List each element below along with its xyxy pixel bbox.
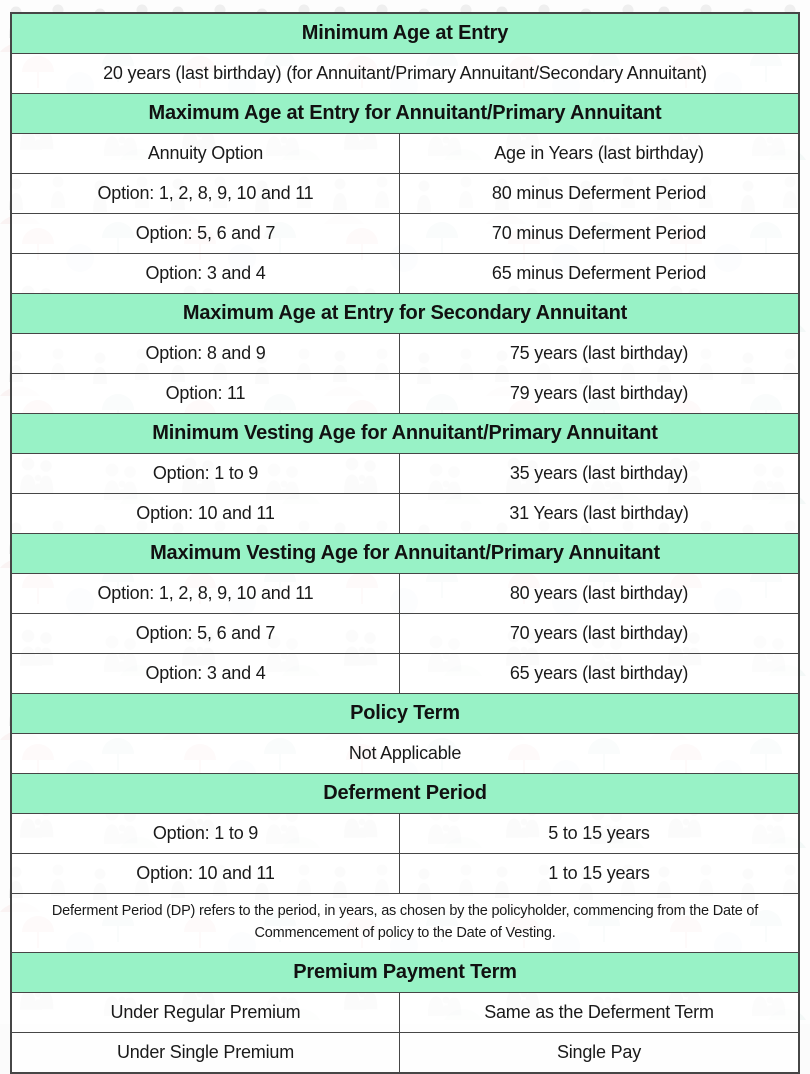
option-cell: Option: 8 and 9 — [11, 334, 399, 374]
value-cell: 65 minus Deferment Period — [399, 254, 799, 294]
table-row — [11, 1033, 799, 1074]
option-cell: Option: 5, 6 and 7 — [11, 614, 399, 654]
table-row — [11, 54, 799, 94]
value-cell: 5 to 15 years — [399, 814, 799, 854]
section-header-row — [11, 94, 799, 134]
section-header-row — [11, 694, 799, 734]
table-row — [11, 214, 799, 254]
value-cell: Same as the Deferment Term — [399, 993, 799, 1033]
section-header-cell: Deferment Period — [11, 774, 799, 814]
section-header-cell: Minimum Vesting Age for Annuitant/Primary Annuitant — [11, 414, 799, 454]
section-header-cell: Premium Payment Term — [11, 953, 799, 993]
table-row — [11, 574, 799, 614]
value-cell: 75 years (last birthday) — [399, 334, 799, 374]
table-row — [11, 814, 799, 854]
value-cell: 80 minus Deferment Period — [399, 174, 799, 214]
option-cell: Option: 1, 2, 8, 9, 10 and 11 — [11, 174, 399, 214]
section-header-row — [11, 534, 799, 574]
section-header-cell: Maximum Vesting Age for Annuitant/Primary Annuitant — [11, 534, 799, 574]
section-header-cell: Maximum Age at Entry for Annuitant/Primary Annuitant — [11, 94, 799, 134]
table-row — [11, 854, 799, 894]
policy-table-body — [11, 13, 799, 1073]
option-cell: Annuity Option — [11, 134, 399, 174]
value-cell: 1 to 15 years — [399, 854, 799, 894]
value-cell: Single Pay — [399, 1033, 799, 1074]
option-cell: Option: 10 and 11 — [11, 494, 399, 534]
table-row — [11, 993, 799, 1033]
value-cell: Age in Years (last birthday) — [399, 134, 799, 174]
table-row — [11, 254, 799, 294]
full-width-cell: Not Applicable — [11, 734, 799, 774]
option-cell: Option: 10 and 11 — [11, 854, 399, 894]
section-header-row — [11, 953, 799, 993]
table-row — [11, 734, 799, 774]
table-row — [11, 454, 799, 494]
section-header-row — [11, 774, 799, 814]
option-cell: Option: 3 and 4 — [11, 254, 399, 294]
value-cell: 80 years (last birthday) — [399, 574, 799, 614]
option-cell: Option: 3 and 4 — [11, 654, 399, 694]
full-width-cell: 20 years (last birthday) (for Annuitant/Primary Annuitant/Secondary Annuitant) — [11, 54, 799, 94]
note-cell: Deferment Period (DP) refers to the period, in years, as chosen by the policyholder, commencing from the Date of Commencement of policy to the Date of Vesting. — [11, 894, 799, 953]
option-cell: Under Single Premium — [11, 1033, 399, 1074]
value-cell: 35 years (last birthday) — [399, 454, 799, 494]
value-cell: 70 years (last birthday) — [399, 614, 799, 654]
option-cell: Option: 5, 6 and 7 — [11, 214, 399, 254]
option-cell: Option: 1 to 9 — [11, 814, 399, 854]
table-row — [11, 654, 799, 694]
section-header-row — [11, 294, 799, 334]
table-row — [11, 374, 799, 414]
section-header-row — [11, 414, 799, 454]
table-row — [11, 614, 799, 654]
option-cell: Option: 1 to 9 — [11, 454, 399, 494]
value-cell: 65 years (last birthday) — [399, 654, 799, 694]
option-cell: Option: 1, 2, 8, 9, 10 and 11 — [11, 574, 399, 614]
value-cell: 31 Years (last birthday) — [399, 494, 799, 534]
table-row — [11, 174, 799, 214]
section-header-cell: Maximum Age at Entry for Secondary Annuitant — [11, 294, 799, 334]
section-header-cell: Policy Term — [11, 694, 799, 734]
note-row — [11, 894, 799, 953]
policy-table — [10, 12, 800, 1074]
table-row — [11, 334, 799, 374]
section-header-row — [11, 13, 799, 54]
value-cell: 70 minus Deferment Period — [399, 214, 799, 254]
table-row — [11, 134, 799, 174]
table-row — [11, 494, 799, 534]
section-header-cell: Minimum Age at Entry — [11, 13, 799, 54]
option-cell: Option: 11 — [11, 374, 399, 414]
value-cell: 79 years (last birthday) — [399, 374, 799, 414]
option-cell: Under Regular Premium — [11, 993, 399, 1033]
